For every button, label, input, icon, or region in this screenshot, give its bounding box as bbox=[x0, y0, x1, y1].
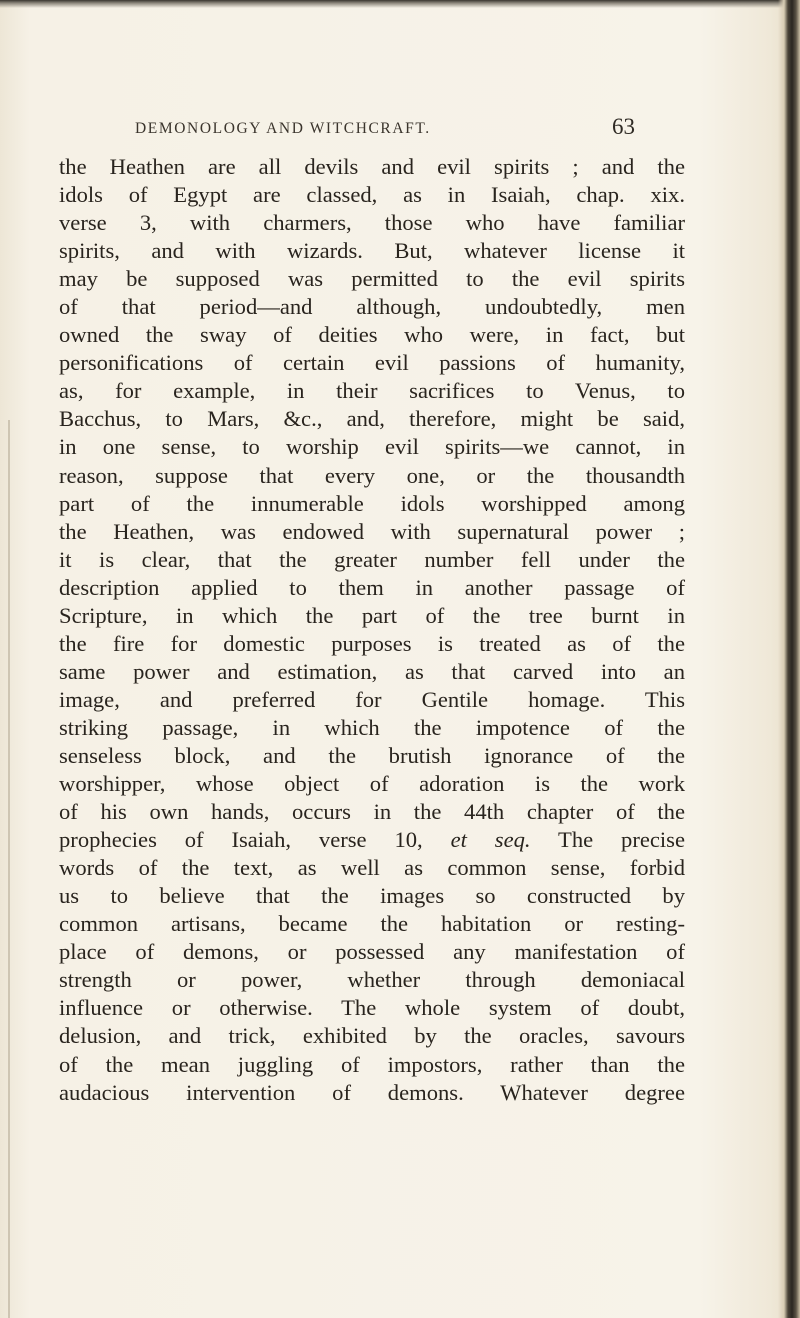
text-line: part of the innumerable idols worshipped among bbox=[59, 490, 685, 516]
text-line: in one sense, to worship evil spirits—we cannot, in bbox=[59, 434, 685, 460]
text-line: same power and estimation, as that carved into an bbox=[59, 658, 685, 684]
text-line: of that period—and although, undoubtedly, men bbox=[59, 294, 685, 320]
text-line: spirits, and with wizards. But, whatever license it bbox=[59, 238, 685, 264]
text-line: description applied to them in another passage of bbox=[59, 574, 685, 600]
text-line: the Heathen are all devils and evil spirits ; and the bbox=[59, 154, 685, 179]
text-line: the Heathen, was endowed with supernatural power ; bbox=[59, 518, 685, 544]
book-gutter bbox=[778, 0, 800, 1318]
text-line: reason, suppose that every one, or the thousandth bbox=[59, 462, 685, 488]
text-line: audacious intervention of demons. Whatever degree bbox=[59, 1079, 685, 1105]
text-line: verse 3, with charmers, those who have familiar bbox=[59, 210, 685, 236]
text-line: words of the text, as well as common sense, forbid bbox=[59, 855, 685, 881]
text-line: as, for example, in their sacrifices to Venus, to bbox=[59, 378, 685, 404]
text-line: senseless block, and the brutish ignorance of the bbox=[59, 742, 685, 768]
page-left-edge bbox=[8, 420, 10, 1318]
text-line: may be supposed was permitted to the evil spirits bbox=[59, 266, 685, 292]
text-line: it is clear, that the greater number fell under the bbox=[59, 546, 685, 572]
running-head-title: DEMONOLOGY AND WITCHCRAFT. bbox=[135, 120, 431, 137]
text-line: prophecies of Isaiah, verse 10, et seq. The precise bbox=[59, 827, 685, 853]
text-line: Bacchus, to Mars, &c., and, therefore, might be said, bbox=[59, 406, 685, 432]
text-line: Scripture, in which the part of the tree burnt in bbox=[59, 602, 685, 628]
text-line: image, and preferred for Gentile homage. This bbox=[59, 686, 685, 712]
text-line: worshipper, whose object of adoration is the work bbox=[59, 771, 685, 797]
text-line: idols of Egypt are classed, as in Isaiah, chap. xix. bbox=[59, 182, 685, 208]
running-head bbox=[0, 114, 800, 148]
text-line: us to believe that the images so constructed by bbox=[59, 883, 685, 909]
text-line: influence or otherwise. The whole system of doubt, bbox=[59, 995, 685, 1021]
text-line: of the mean juggling of impostors, rather than the bbox=[59, 1051, 685, 1077]
text-line: place of demons, or possessed any manifestation of bbox=[59, 939, 685, 965]
body-text bbox=[59, 153, 685, 1107]
page-number: 63 bbox=[612, 114, 635, 139]
text-line: the fire for domestic purposes is treated as of the bbox=[59, 630, 685, 656]
text-line: personifications of certain evil passions of humanity, bbox=[59, 350, 685, 376]
text-line: of his own hands, occurs in the 44th chapter of the bbox=[59, 799, 685, 825]
text-line: owned the sway of deities who were, in fact, but bbox=[59, 322, 685, 348]
page-top-shadow bbox=[0, 0, 800, 8]
text-line: striking passage, in which the impotence of the bbox=[59, 714, 685, 740]
text-line: common artisans, became the habitation or resting- bbox=[59, 911, 685, 937]
italic-phrase: et seq. bbox=[450, 827, 531, 853]
text-line: strength or power, whether through demoniacal bbox=[59, 967, 685, 993]
text-line: delusion, and trick, exhibited by the oracles, savours bbox=[59, 1023, 685, 1049]
